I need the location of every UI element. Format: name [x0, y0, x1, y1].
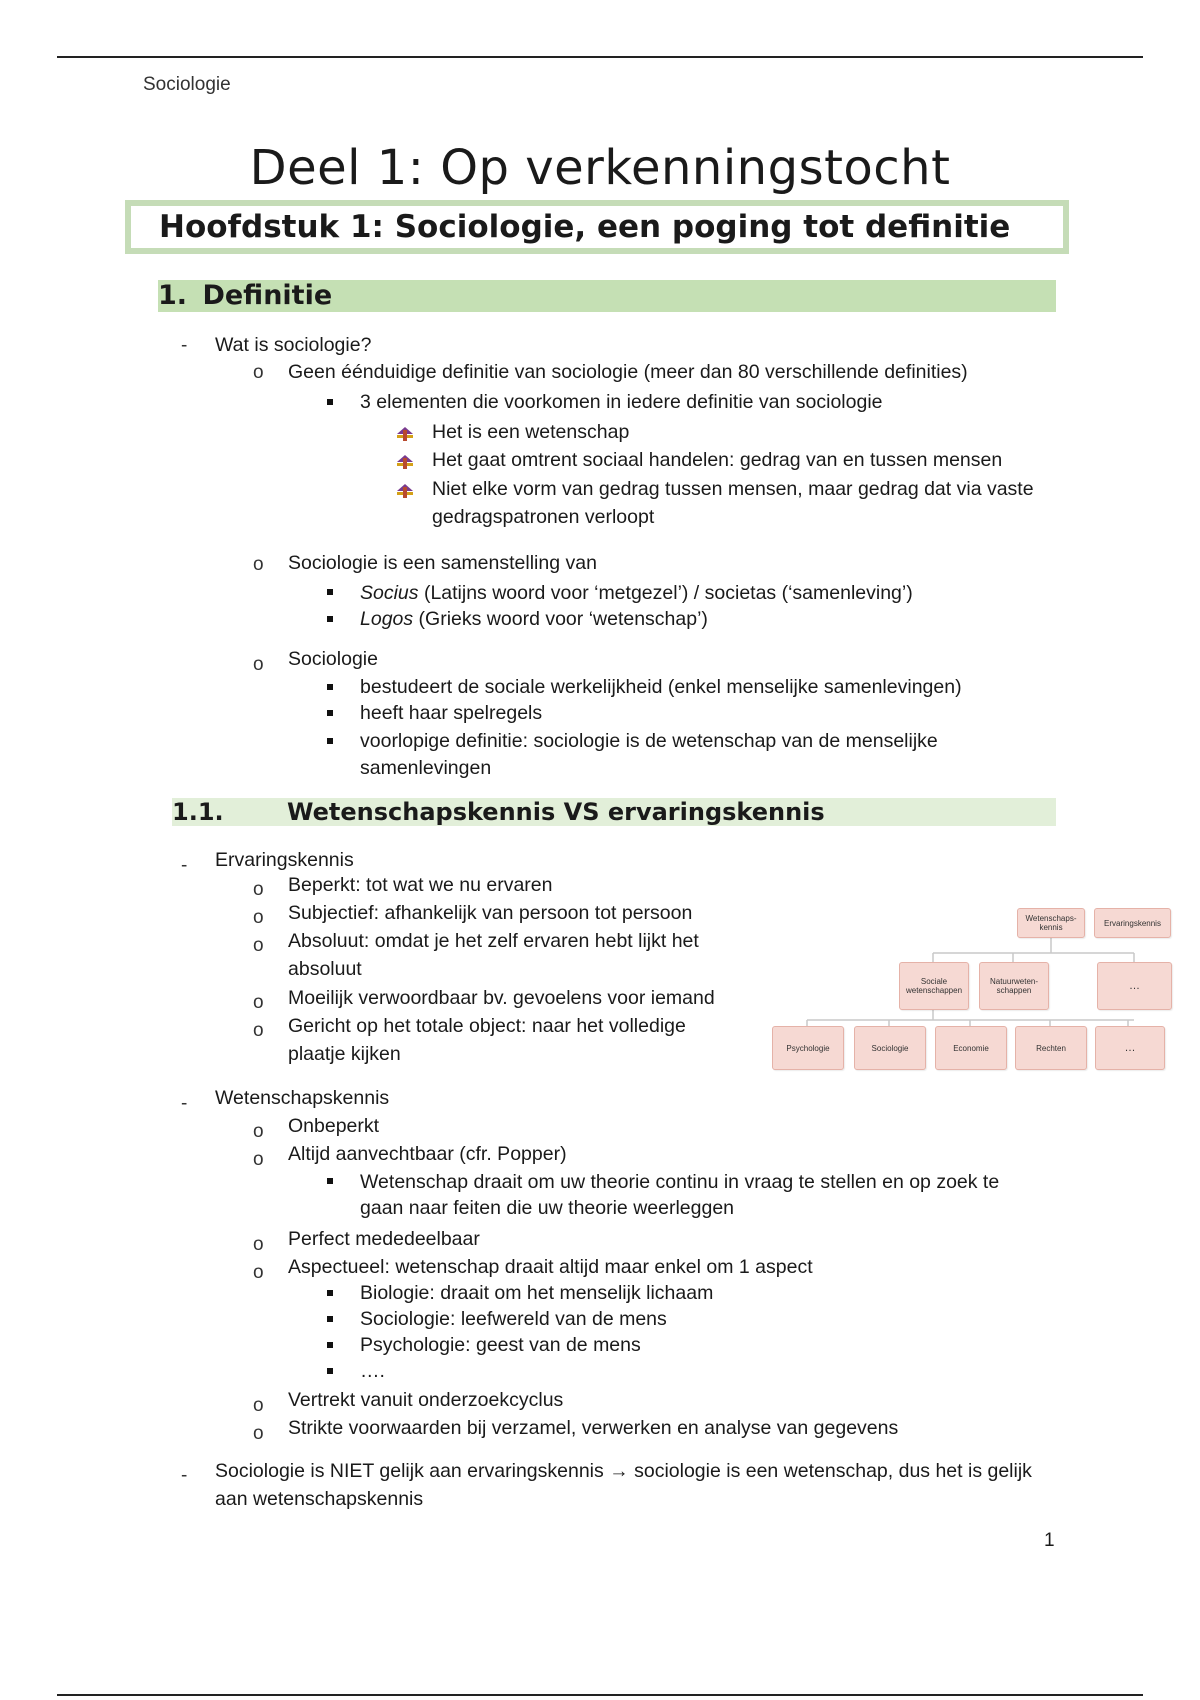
- running-header: Sociologie: [143, 74, 231, 95]
- circle-bullet: o: [253, 1234, 264, 1255]
- square-bullet: [327, 1316, 333, 1322]
- header-rule: [57, 56, 1143, 58]
- list-item: Wat is sociologie?: [215, 334, 372, 356]
- list-item: [360, 579, 913, 607]
- circle-bullet: o: [253, 1423, 264, 1444]
- list-item: Het is een wetenschap: [432, 421, 630, 443]
- list-item: Sociologie: leefwereld van de mens: [360, 1308, 667, 1330]
- list-item: ….: [360, 1360, 385, 1382]
- subsection-number: 1.1.: [172, 798, 224, 826]
- list-item: Onbeperkt: [288, 1115, 380, 1137]
- conclusion-part-b: sociologie is een wetenschap, dus het is gelijk: [628, 1460, 1032, 1482]
- diagram-node-rechten: Rechten: [1015, 1026, 1087, 1070]
- list-item: Biologie: draait om het menselijk lichaam: [360, 1282, 714, 1304]
- section-number: 1.: [158, 280, 188, 311]
- dash-bullet: -: [181, 1465, 188, 1486]
- arrow-bullet-icon: [395, 424, 415, 442]
- square-bullet: [327, 1342, 333, 1348]
- list-item: 3 elementen die voorkomen in iedere definitie van sociologie: [360, 391, 883, 413]
- list-item-continuation: samenlevingen: [360, 757, 492, 779]
- list-item-continuation: plaatje kijken: [288, 1043, 401, 1065]
- diagram-node-sociologie: Sociologie: [854, 1026, 926, 1070]
- list-item: Psychologie: geest van de mens: [360, 1334, 641, 1356]
- footer-rule: [57, 1694, 1143, 1696]
- diagram-node-natuurwetenschappen: Natuurweten-schappen: [979, 962, 1049, 1010]
- dash-bullet: -: [181, 1093, 188, 1114]
- list-item: Gericht op het totale object: naar het volledige: [288, 1015, 686, 1037]
- diagram-node-more-bottom: …: [1095, 1026, 1165, 1070]
- list-item: Subjectief: afhankelijk van persoon tot persoon: [288, 902, 693, 924]
- list-item: Niet elke vorm van gedrag tussen mensen, maar gedrag dat via vaste: [432, 478, 1034, 500]
- greek-term: Logos: [360, 608, 414, 630]
- circle-bullet: o: [253, 1121, 264, 1142]
- circle-bullet: o: [253, 362, 264, 383]
- list-item: Strikte voorwaarden bij verzamel, verwerken en analyse van gegevens: [288, 1417, 899, 1439]
- circle-bullet: o: [253, 1262, 264, 1283]
- square-bullet: [327, 1290, 333, 1296]
- diagram-node-psychologie: Psychologie: [772, 1026, 844, 1070]
- arrow-bullet-icon: [395, 481, 415, 499]
- dash-bullet: -: [181, 335, 188, 356]
- list-item: voorlopige definitie: sociologie is de wetenschap van de menselijke: [360, 730, 938, 752]
- square-bullet: [327, 589, 333, 595]
- page-number: 1: [1044, 1530, 1055, 1551]
- term-explanation: (Grieks woord voor ‘wetenschap’): [413, 608, 708, 630]
- list-item: Geen éénduidige definitie van sociologie (meer dan 80 verschillende definities): [288, 361, 968, 383]
- circle-bullet: o: [253, 654, 264, 675]
- latin-term: Socius: [360, 582, 419, 604]
- diagram-node-wetenschapskennis: Wetenschaps-kennis: [1017, 908, 1085, 938]
- diagram-node-more: …: [1097, 962, 1172, 1010]
- list-item-continuation: gaan naar feiten die uw theorie weerleggen: [360, 1197, 735, 1219]
- square-bullet: [327, 738, 333, 744]
- circle-bullet: o: [253, 992, 264, 1013]
- arrow-bullet-icon: [395, 452, 415, 470]
- chapter-title-box: [125, 200, 1069, 254]
- square-bullet: [327, 684, 333, 690]
- list-item-continuation: gedragspatronen verloopt: [432, 506, 655, 528]
- list-item: Beperkt: tot wat we nu ervaren: [288, 874, 553, 896]
- list-item: Sociologie is een samenstelling van: [288, 552, 597, 574]
- circle-bullet: o: [253, 935, 264, 956]
- list-item: bestudeert de sociale werkelijkheid (enkel menselijke samenlevingen): [360, 676, 962, 698]
- right-arrow-icon: →: [609, 1460, 629, 1482]
- chapter-title: Hoofdstuk 1: Sociologie, een poging tot definitie: [159, 209, 1011, 245]
- list-item: Perfect mededeelbaar: [288, 1228, 480, 1250]
- list-item: [360, 605, 708, 633]
- circle-bullet: o: [253, 907, 264, 928]
- section-title: Definitie: [202, 280, 333, 311]
- list-item: Sociologie: [288, 648, 378, 670]
- dash-bullet: -: [181, 855, 188, 876]
- conclusion-part-a: Sociologie is NIET gelijk aan ervaringskennis: [215, 1460, 604, 1482]
- square-bullet: [327, 1368, 333, 1374]
- list-item: Het gaat omtrent sociaal handelen: gedrag van en tussen mensen: [432, 449, 1003, 471]
- term-explanation: (Latijns woord voor ‘metgezel’) / societas (‘samenleving’): [418, 582, 913, 604]
- list-item: Ervaringskennis: [215, 849, 354, 871]
- conclusion-continuation: aan wetenschapskennis: [215, 1488, 424, 1510]
- list-item: Wetenschap draait om uw theorie continu in vraag te stellen en op zoek te: [360, 1171, 1000, 1193]
- list-item-continuation: absoluut: [288, 958, 362, 980]
- square-bullet: [327, 710, 333, 716]
- diagram-node-ervaringskennis: Ervaringskennis: [1094, 908, 1171, 938]
- section-heading-definitie: [158, 280, 1056, 312]
- square-bullet: [327, 1178, 333, 1184]
- circle-bullet: o: [253, 554, 264, 575]
- list-item: Vertrekt vanuit onderzoekcyclus: [288, 1389, 564, 1411]
- list-item: heeft haar spelregels: [360, 702, 543, 724]
- list-item: Moeilijk verwoordbaar bv. gevoelens voor iemand: [288, 987, 715, 1009]
- square-bullet: [327, 399, 333, 405]
- circle-bullet: o: [253, 1149, 264, 1170]
- diagram-node-economie: Economie: [935, 1026, 1007, 1070]
- knowledge-tree-diagram: [772, 908, 1172, 1068]
- circle-bullet: o: [253, 1395, 264, 1416]
- list-item: Wetenschapskennis: [215, 1087, 390, 1109]
- part-title: Deel 1: Op verkenningstocht: [249, 140, 951, 196]
- list-item: Absoluut: omdat je het zelf ervaren hebt lijkt het: [288, 930, 699, 952]
- square-bullet: [327, 616, 333, 622]
- diagram-node-sociale-wetenschappen: Sociale wetenschappen: [899, 962, 969, 1010]
- list-item: Aspectueel: wetenschap draait altijd maar enkel om 1 aspect: [288, 1256, 813, 1278]
- circle-bullet: o: [253, 879, 264, 900]
- circle-bullet: o: [253, 1020, 264, 1041]
- subsection-title: Wetenschapskennis VS ervaringskennis: [287, 798, 825, 826]
- list-item: Altijd aanvechtbaar (cfr. Popper): [288, 1143, 567, 1165]
- subsection-heading: [172, 798, 1056, 826]
- conclusion-line: [215, 1457, 1032, 1485]
